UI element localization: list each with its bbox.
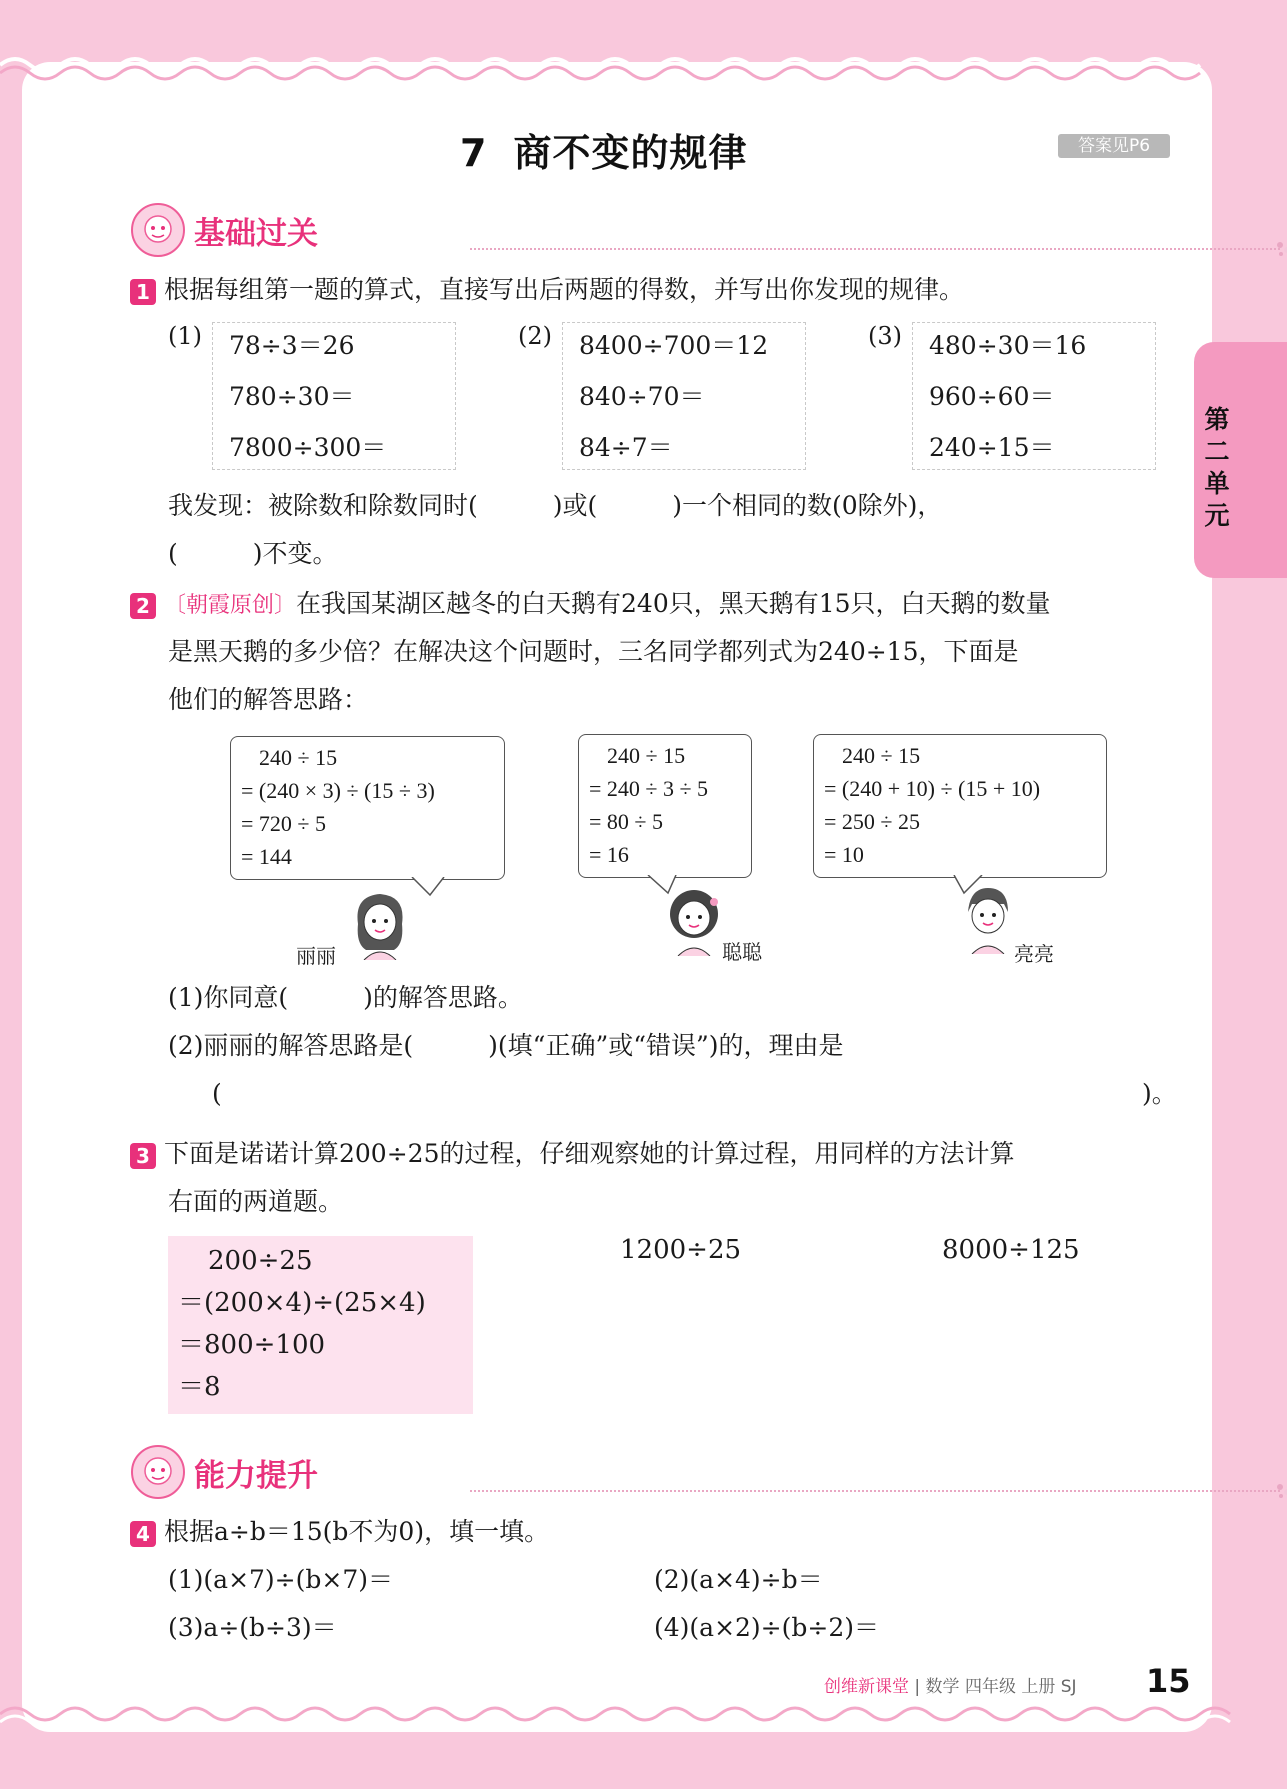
question-3-line-2: 右面的两道题。	[168, 1187, 344, 1216]
section-title-advanced: 能力提升	[194, 1458, 318, 1494]
question-2-number: 2	[130, 593, 156, 619]
reason-close-paren: )。	[1142, 1079, 1177, 1108]
equation-line: 960÷60＝	[929, 382, 1055, 411]
mascot-icon	[130, 1444, 186, 1500]
solution-line: 240 ÷ 15	[259, 745, 338, 770]
question-4-text: 根据a÷b＝15(b不为0)，填一填。	[164, 1517, 550, 1546]
equation-line: 240÷15＝	[929, 433, 1055, 462]
worked-example-box	[168, 1236, 473, 1414]
question-3-prompt	[130, 1130, 1014, 1178]
solution-line: = 10	[824, 842, 864, 867]
discover-line-1: 我发现：被除数和除数同时( )或( )一个相同的数(0除外)，	[168, 491, 943, 520]
equation-line: 8400÷700＝12	[579, 331, 769, 360]
section-divider	[470, 248, 1280, 250]
student-name-lili: 丽丽	[296, 944, 336, 968]
solution-line: = 240 ÷ 3 ÷ 5	[589, 776, 709, 801]
solution-line: = 250 ÷ 25	[824, 809, 920, 834]
discover-line-2: ( )不变。	[168, 539, 338, 568]
divider-dots-icon	[1276, 1483, 1287, 1499]
answer-reference-tag: 答案见P6	[1058, 134, 1170, 158]
question-1-text: 根据每组第一题的算式，直接写出后两题的得数，并写出你发现的规律。	[164, 275, 965, 304]
divider-dots-icon	[1276, 241, 1287, 257]
solution-line: = (240 + 10) ÷ (15 + 10)	[824, 776, 1041, 801]
page-number: 15	[1146, 1662, 1191, 1700]
section-title-basic: 基础过关	[194, 216, 318, 252]
solution-line: = 80 ÷ 5	[589, 809, 663, 834]
solution-line: 240 ÷ 15	[607, 743, 686, 768]
equation-line: 780÷30＝	[229, 382, 355, 411]
mascot-icon	[130, 202, 186, 258]
solution-line: = 16	[589, 842, 629, 867]
solution-line: = 720 ÷ 5	[241, 811, 326, 836]
bubble-tail	[410, 877, 450, 897]
lesson-title	[460, 122, 860, 177]
question-1-number: 1	[130, 279, 156, 305]
equation-group-2	[562, 322, 806, 470]
unit-side-tab-label: 第二单元	[1204, 405, 1230, 530]
task-2: 8000÷125	[942, 1235, 1080, 1265]
question-1-prompt	[130, 266, 964, 314]
equation-line: 840÷70＝	[579, 382, 705, 411]
question-3-number: 3	[130, 1143, 156, 1169]
question-4-item-2: (2)(a×4)÷b＝	[654, 1565, 823, 1594]
solution-line: = (240 × 3) ÷ (15 ÷ 3)	[241, 778, 435, 803]
equation-line: 84÷7＝	[579, 433, 673, 462]
question-2-line-2: 是黑天鹅的多少倍？在解决这个问题时，三名同学都列式为240÷15，下面是	[168, 637, 1019, 666]
question-4-prompt	[130, 1508, 549, 1556]
lesson-number: 7	[460, 131, 488, 175]
solution-bubble-liangliang	[813, 734, 1107, 878]
group-1-label: (1)	[168, 322, 202, 350]
question-4-item-1: (1)(a×7)÷(b×7)＝	[168, 1565, 393, 1594]
section-divider	[470, 1490, 1280, 1492]
task-1: 1200÷25	[620, 1235, 742, 1265]
example-line: ＝(200×4)÷(25×4)	[178, 1288, 426, 1318]
solution-line: 240 ÷ 15	[842, 743, 921, 768]
question-2-line-1: 在我国某湖区越冬的白天鹅有240只，黑天鹅有15只，白天鹅的数量	[296, 589, 1051, 618]
solution-bubble-lili	[230, 736, 505, 880]
question-4-item-4: (4)(a×2)÷(b÷2)＝	[654, 1613, 879, 1642]
footer-info	[824, 1672, 1077, 1697]
group-3-label: (3)	[868, 322, 902, 350]
girl-congcong-icon	[664, 884, 724, 956]
question-3-line-1: 下面是诺诺计算200÷25的过程，仔细观察她的计算过程，用同样的方法计算	[164, 1139, 1015, 1168]
section-header-basic	[130, 202, 1287, 260]
lesson-title-text: 商不变的规律	[513, 131, 748, 175]
question-4-number: 4	[130, 1521, 156, 1547]
question-2-line-3: 他们的解答思路：	[168, 685, 369, 714]
equation-group-1	[212, 322, 456, 470]
question-2-sub-2: (2)丽丽的解答思路是( )(填“正确”或“错误”)的，理由是	[168, 1031, 844, 1060]
student-name-congcong: 聪聪	[722, 940, 762, 964]
solution-line: = 144	[241, 844, 292, 869]
footer-brand: 创维新课堂	[824, 1677, 909, 1697]
footer-book-info: | 数学 四年级 上册 SJ	[914, 1677, 1077, 1697]
group-2-label: (2)	[518, 322, 552, 350]
girl-lili-icon	[350, 888, 410, 960]
original-tag: 〔朝霞原创〕	[164, 593, 297, 618]
example-line: 200÷25	[208, 1246, 313, 1276]
example-line: ＝800÷100	[178, 1330, 326, 1360]
question-2-sub-1: (1)你同意( )的解答思路。	[168, 983, 523, 1012]
equation-line: 78÷3＝26	[229, 331, 355, 360]
example-line: ＝8	[178, 1372, 221, 1402]
student-name-liangliang: 亮亮	[1014, 942, 1054, 966]
solution-bubble-congcong	[578, 734, 752, 878]
equation-line: 480÷30＝16	[929, 331, 1087, 360]
reason-open-paren: (	[212, 1079, 222, 1108]
wavy-border-bottom	[0, 1700, 1287, 1740]
question-2-prompt	[130, 580, 1051, 630]
equation-group-3	[912, 322, 1156, 470]
wavy-border-top	[0, 45, 1287, 85]
equation-line: 7800÷300＝	[229, 433, 387, 462]
boy-liangliang-icon	[958, 882, 1018, 954]
question-4-item-3: (3)a÷(b÷3)＝	[168, 1613, 337, 1642]
section-header-advanced	[130, 1444, 1287, 1502]
